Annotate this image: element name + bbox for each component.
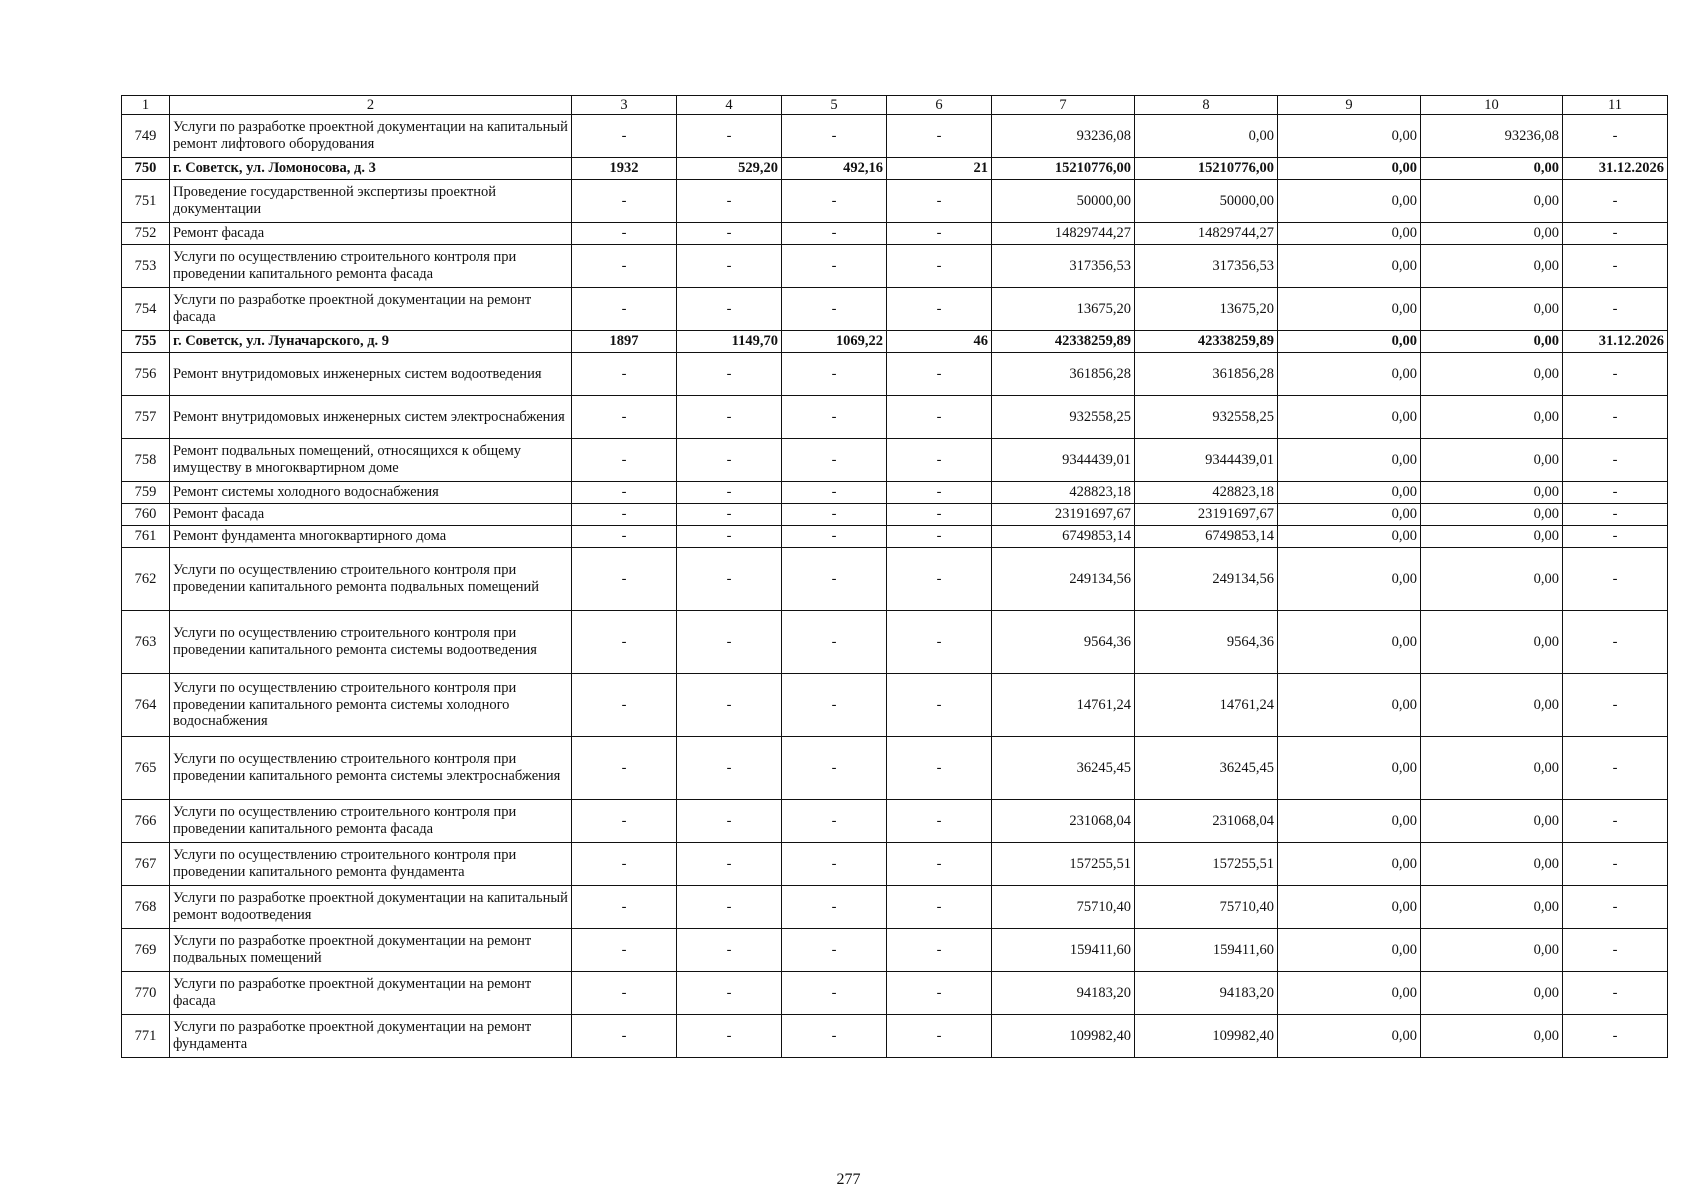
cell-area-total: - — [677, 886, 782, 929]
cell-description: Проведение государственной экспертизы проектной документации — [170, 180, 572, 223]
cell-cost-other: 0,00 — [1421, 972, 1563, 1015]
cell-cost-budget: 0,00 — [1278, 288, 1421, 331]
cell-cost-total: 361856,28 — [992, 353, 1135, 396]
cell-area-living: - — [782, 504, 887, 526]
cell-cost-other: 0,00 — [1421, 504, 1563, 526]
cell-cost-total: 75710,40 — [992, 886, 1135, 929]
cell-row-number: 749 — [122, 115, 170, 158]
cell-year: - — [572, 737, 677, 800]
cell-row-number: 759 — [122, 482, 170, 504]
cell-cost-budget: 0,00 — [1278, 526, 1421, 548]
cell-area-living: - — [782, 245, 887, 288]
cell-cost-other: 93236,08 — [1421, 115, 1563, 158]
cell-residents: - — [887, 223, 992, 245]
cell-row-number: 753 — [122, 245, 170, 288]
cell-deadline: - — [1563, 548, 1668, 611]
cell-residents: - — [887, 115, 992, 158]
cell-area-total: - — [677, 611, 782, 674]
cell-cost-budget: 0,00 — [1278, 843, 1421, 886]
cell-year: - — [572, 439, 677, 482]
cell-residents: - — [887, 611, 992, 674]
cell-cost-budget: 0,00 — [1278, 674, 1421, 737]
cell-cost-budget: 0,00 — [1278, 737, 1421, 800]
cell-year: - — [572, 223, 677, 245]
work-schedule-table — [121, 95, 1668, 1058]
cell-area-living: - — [782, 737, 887, 800]
cell-area-living: 1069,22 — [782, 331, 887, 353]
cell-cost-other: 0,00 — [1421, 180, 1563, 223]
cell-description: Услуги по разработке проектной документации на ремонт фасада — [170, 972, 572, 1015]
cell-area-living: - — [782, 482, 887, 504]
table-row — [122, 439, 1668, 482]
cell-cost-budget: 0,00 — [1278, 886, 1421, 929]
cell-description: Услуги по осуществлению строительного контроля при проведении капитального ремонта фундамента — [170, 843, 572, 886]
cell-residents: - — [887, 526, 992, 548]
table-row — [122, 482, 1668, 504]
cell-deadline: - — [1563, 245, 1668, 288]
cell-area-total: - — [677, 843, 782, 886]
cell-row-number: 756 — [122, 353, 170, 396]
table-row — [122, 886, 1668, 929]
cell-cost-total: 42338259,89 — [992, 331, 1135, 353]
cell-row-number: 768 — [122, 886, 170, 929]
cell-deadline: - — [1563, 504, 1668, 526]
column-numbers-header — [122, 96, 1668, 115]
cell-cost-total: 93236,08 — [992, 115, 1135, 158]
cell-cost-fund: 361856,28 — [1135, 353, 1278, 396]
cell-area-living: - — [782, 674, 887, 737]
cell-cost-total: 932558,25 — [992, 396, 1135, 439]
cell-area-total: - — [677, 504, 782, 526]
cell-residents: - — [887, 1015, 992, 1058]
cell-residents: - — [887, 886, 992, 929]
cell-cost-fund: 157255,51 — [1135, 843, 1278, 886]
cell-year: - — [572, 526, 677, 548]
cell-row-number: 765 — [122, 737, 170, 800]
cell-cost-total: 231068,04 — [992, 800, 1135, 843]
table-row — [122, 396, 1668, 439]
cell-description: Услуги по осуществлению строительного контроля при проведении капитального ремонта системы холодного водоснабжения — [170, 674, 572, 737]
cell-area-living: - — [782, 288, 887, 331]
cell-area-total: - — [677, 972, 782, 1015]
cell-cost-other: 0,00 — [1421, 158, 1563, 180]
cell-area-living: - — [782, 929, 887, 972]
cell-cost-budget: 0,00 — [1278, 115, 1421, 158]
cell-deadline: - — [1563, 180, 1668, 223]
column-number-11: 11 — [1563, 96, 1668, 115]
cell-year: - — [572, 800, 677, 843]
cell-row-number: 764 — [122, 674, 170, 737]
cell-row-number: 758 — [122, 439, 170, 482]
cell-area-total: 529,20 — [677, 158, 782, 180]
column-number-4: 4 — [677, 96, 782, 115]
cell-residents: 21 — [887, 158, 992, 180]
cell-row-number: 767 — [122, 843, 170, 886]
cell-year: - — [572, 548, 677, 611]
cell-row-number: 770 — [122, 972, 170, 1015]
cell-cost-fund: 9564,36 — [1135, 611, 1278, 674]
cell-cost-budget: 0,00 — [1278, 548, 1421, 611]
cell-cost-fund: 36245,45 — [1135, 737, 1278, 800]
address-row — [122, 158, 1668, 180]
cell-cost-other: 0,00 — [1421, 245, 1563, 288]
cell-area-total: - — [677, 548, 782, 611]
cell-deadline: 31.12.2026 — [1563, 158, 1668, 180]
cell-area-total: - — [677, 674, 782, 737]
column-number-3: 3 — [572, 96, 677, 115]
table-row — [122, 353, 1668, 396]
table-row — [122, 674, 1668, 737]
cell-cost-other: 0,00 — [1421, 331, 1563, 353]
cell-row-number: 755 — [122, 331, 170, 353]
cell-description: Услуги по разработке проектной документации на ремонт фасада — [170, 288, 572, 331]
cell-cost-other: 0,00 — [1421, 843, 1563, 886]
table-row — [122, 245, 1668, 288]
table-row — [122, 548, 1668, 611]
cell-residents: - — [887, 548, 992, 611]
cell-cost-budget: 0,00 — [1278, 158, 1421, 180]
cell-cost-total: 13675,20 — [992, 288, 1135, 331]
cell-area-total: - — [677, 929, 782, 972]
cell-cost-other: 0,00 — [1421, 1015, 1563, 1058]
column-number-5: 5 — [782, 96, 887, 115]
cell-cost-fund: 50000,00 — [1135, 180, 1278, 223]
cell-description: Услуги по осуществлению строительного контроля при проведении капитального ремонта фасада — [170, 245, 572, 288]
cell-row-number: 752 — [122, 223, 170, 245]
address-row — [122, 331, 1668, 353]
cell-cost-budget: 0,00 — [1278, 929, 1421, 972]
cell-cost-total: 249134,56 — [992, 548, 1135, 611]
cell-cost-budget: 0,00 — [1278, 353, 1421, 396]
cell-year: - — [572, 1015, 677, 1058]
cell-cost-budget: 0,00 — [1278, 439, 1421, 482]
table-row — [122, 929, 1668, 972]
cell-cost-other: 0,00 — [1421, 396, 1563, 439]
cell-year: - — [572, 115, 677, 158]
cell-residents: - — [887, 353, 992, 396]
cell-cost-fund: 428823,18 — [1135, 482, 1278, 504]
cell-deadline: - — [1563, 353, 1668, 396]
cell-cost-fund: 317356,53 — [1135, 245, 1278, 288]
column-number-6: 6 — [887, 96, 992, 115]
cell-cost-other: 0,00 — [1421, 353, 1563, 396]
cell-residents: - — [887, 396, 992, 439]
cell-description: Услуги по осуществлению строительного контроля при проведении капитального ремонта подвальных помещений — [170, 548, 572, 611]
cell-cost-total: 6749853,14 — [992, 526, 1135, 548]
cell-deadline: - — [1563, 526, 1668, 548]
cell-cost-other: 0,00 — [1421, 439, 1563, 482]
table-row — [122, 737, 1668, 800]
cell-year: - — [572, 288, 677, 331]
cell-cost-fund: 14761,24 — [1135, 674, 1278, 737]
cell-cost-other: 0,00 — [1421, 929, 1563, 972]
cell-cost-fund: 75710,40 — [1135, 886, 1278, 929]
cell-deadline: - — [1563, 439, 1668, 482]
cell-deadline: - — [1563, 972, 1668, 1015]
cell-area-living: - — [782, 353, 887, 396]
cell-cost-fund: 249134,56 — [1135, 548, 1278, 611]
cell-cost-fund: 9344439,01 — [1135, 439, 1278, 482]
column-number-2: 2 — [170, 96, 572, 115]
cell-deadline: - — [1563, 886, 1668, 929]
cell-cost-budget: 0,00 — [1278, 482, 1421, 504]
column-number-1: 1 — [122, 96, 170, 115]
cell-cost-other: 0,00 — [1421, 737, 1563, 800]
cell-deadline: - — [1563, 115, 1668, 158]
cell-year: - — [572, 972, 677, 1015]
cell-deadline: - — [1563, 929, 1668, 972]
cell-year: - — [572, 886, 677, 929]
cell-area-living: - — [782, 800, 887, 843]
cell-area-total: - — [677, 482, 782, 504]
cell-area-total: - — [677, 526, 782, 548]
cell-description: Ремонт фасада — [170, 223, 572, 245]
cell-year: - — [572, 396, 677, 439]
cell-area-living: - — [782, 886, 887, 929]
cell-area-living: - — [782, 611, 887, 674]
cell-area-total: - — [677, 737, 782, 800]
cell-row-number: 766 — [122, 800, 170, 843]
cell-residents: - — [887, 180, 992, 223]
cell-row-number: 769 — [122, 929, 170, 972]
cell-area-living: - — [782, 180, 887, 223]
cell-cost-total: 14829744,27 — [992, 223, 1135, 245]
cell-cost-total: 23191697,67 — [992, 504, 1135, 526]
cell-deadline: - — [1563, 674, 1668, 737]
cell-cost-total: 94183,20 — [992, 972, 1135, 1015]
cell-residents: - — [887, 843, 992, 886]
cell-area-living: - — [782, 972, 887, 1015]
cell-area-total: - — [677, 223, 782, 245]
cell-area-total: - — [677, 180, 782, 223]
cell-cost-budget: 0,00 — [1278, 396, 1421, 439]
cell-cost-fund: 0,00 — [1135, 115, 1278, 158]
cell-description: Услуги по разработке проектной документации на ремонт подвальных помещений — [170, 929, 572, 972]
cell-cost-total: 9344439,01 — [992, 439, 1135, 482]
table-row — [122, 611, 1668, 674]
cell-cost-total: 15210776,00 — [992, 158, 1135, 180]
cell-row-number: 763 — [122, 611, 170, 674]
cell-area-living: - — [782, 843, 887, 886]
cell-description: Услуги по осуществлению строительного контроля при проведении капитального ремонта фасада — [170, 800, 572, 843]
cell-residents: - — [887, 439, 992, 482]
cell-description: Услуги по разработке проектной документации на ремонт фундамента — [170, 1015, 572, 1058]
cell-area-living: - — [782, 439, 887, 482]
cell-description: Ремонт системы холодного водоснабжения — [170, 482, 572, 504]
cell-cost-total: 157255,51 — [992, 843, 1135, 886]
cell-year: - — [572, 353, 677, 396]
cell-cost-other: 0,00 — [1421, 288, 1563, 331]
cell-residents: 46 — [887, 331, 992, 353]
cell-description: Ремонт фундамента многоквартирного дома — [170, 526, 572, 548]
cell-cost-fund: 15210776,00 — [1135, 158, 1278, 180]
cell-row-number: 754 — [122, 288, 170, 331]
cell-cost-other: 0,00 — [1421, 800, 1563, 843]
cell-description: Ремонт внутридомовых инженерных систем электроснабжения — [170, 396, 572, 439]
cell-year: - — [572, 611, 677, 674]
cell-cost-total: 159411,60 — [992, 929, 1135, 972]
cell-row-number: 762 — [122, 548, 170, 611]
cell-area-total: - — [677, 800, 782, 843]
cell-year: - — [572, 843, 677, 886]
cell-row-number: 757 — [122, 396, 170, 439]
cell-cost-budget: 0,00 — [1278, 245, 1421, 288]
cell-cost-other: 0,00 — [1421, 223, 1563, 245]
cell-area-total: - — [677, 288, 782, 331]
cell-deadline: - — [1563, 396, 1668, 439]
table-row — [122, 1015, 1668, 1058]
cell-residents: - — [887, 482, 992, 504]
cell-residents: - — [887, 674, 992, 737]
column-number-7: 7 — [992, 96, 1135, 115]
cell-area-living: - — [782, 1015, 887, 1058]
cell-year: - — [572, 504, 677, 526]
cell-description: Ремонт фасада — [170, 504, 572, 526]
cell-residents: - — [887, 504, 992, 526]
cell-area-living: 492,16 — [782, 158, 887, 180]
cell-deadline: - — [1563, 843, 1668, 886]
cell-year: 1897 — [572, 331, 677, 353]
cell-area-living: - — [782, 526, 887, 548]
cell-cost-fund: 109982,40 — [1135, 1015, 1278, 1058]
cell-cost-total: 317356,53 — [992, 245, 1135, 288]
cell-deadline: - — [1563, 223, 1668, 245]
cell-cost-total: 36245,45 — [992, 737, 1135, 800]
cell-cost-fund: 231068,04 — [1135, 800, 1278, 843]
table-row — [122, 800, 1668, 843]
cell-cost-budget: 0,00 — [1278, 1015, 1421, 1058]
cell-cost-fund: 94183,20 — [1135, 972, 1278, 1015]
cell-description: Услуги по разработке проектной документации на капитальный ремонт водоотведения — [170, 886, 572, 929]
cell-cost-fund: 23191697,67 — [1135, 504, 1278, 526]
cell-cost-other: 0,00 — [1421, 526, 1563, 548]
cell-cost-other: 0,00 — [1421, 611, 1563, 674]
cell-deadline: 31.12.2026 — [1563, 331, 1668, 353]
table-row — [122, 972, 1668, 1015]
cell-cost-budget: 0,00 — [1278, 504, 1421, 526]
cell-description: Услуги по осуществлению строительного контроля при проведении капитального ремонта системы электроснабжения — [170, 737, 572, 800]
cell-cost-budget: 0,00 — [1278, 223, 1421, 245]
cell-year: - — [572, 674, 677, 737]
table-row — [122, 526, 1668, 548]
table-row — [122, 223, 1668, 245]
cell-area-total: - — [677, 1015, 782, 1058]
cell-cost-fund: 14829744,27 — [1135, 223, 1278, 245]
cell-cost-budget: 0,00 — [1278, 800, 1421, 843]
cell-residents: - — [887, 288, 992, 331]
cell-deadline: - — [1563, 482, 1668, 504]
cell-cost-budget: 0,00 — [1278, 180, 1421, 223]
cell-residents: - — [887, 929, 992, 972]
cell-cost-fund: 42338259,89 — [1135, 331, 1278, 353]
cell-description: Ремонт подвальных помещений, относящихся к общему имуществу в многоквартирном доме — [170, 439, 572, 482]
cell-deadline: - — [1563, 737, 1668, 800]
cell-year: - — [572, 929, 677, 972]
cell-residents: - — [887, 245, 992, 288]
cell-year: 1932 — [572, 158, 677, 180]
cell-cost-other: 0,00 — [1421, 482, 1563, 504]
cell-area-living: - — [782, 548, 887, 611]
cell-description: Услуги по разработке проектной документации на капитальный ремонт лифтового оборудования — [170, 115, 572, 158]
cell-cost-budget: 0,00 — [1278, 611, 1421, 674]
cell-row-number: 771 — [122, 1015, 170, 1058]
table-row — [122, 115, 1668, 158]
cell-cost-other: 0,00 — [1421, 674, 1563, 737]
cell-year: - — [572, 482, 677, 504]
cell-cost-total: 50000,00 — [992, 180, 1135, 223]
cell-cost-fund: 6749853,14 — [1135, 526, 1278, 548]
cell-year: - — [572, 180, 677, 223]
cell-area-total: - — [677, 245, 782, 288]
cell-cost-other: 0,00 — [1421, 886, 1563, 929]
cell-area-total: - — [677, 115, 782, 158]
table-row — [122, 288, 1668, 331]
cell-cost-total: 109982,40 — [992, 1015, 1135, 1058]
column-number-8: 8 — [1135, 96, 1278, 115]
cell-area-total: - — [677, 353, 782, 396]
table-row — [122, 180, 1668, 223]
cell-row-number: 760 — [122, 504, 170, 526]
cell-residents: - — [887, 972, 992, 1015]
cell-cost-total: 14761,24 — [992, 674, 1135, 737]
cell-deadline: - — [1563, 800, 1668, 843]
cell-deadline: - — [1563, 288, 1668, 331]
cell-area-living: - — [782, 223, 887, 245]
cell-cost-total: 9564,36 — [992, 611, 1135, 674]
cell-area-total: - — [677, 396, 782, 439]
page-number: 277 — [836, 1171, 861, 1188]
cell-residents: - — [887, 800, 992, 843]
cell-cost-fund: 932558,25 — [1135, 396, 1278, 439]
cell-description: г. Советск, ул. Ломоносова, д. 3 — [170, 158, 572, 180]
cell-residents: - — [887, 737, 992, 800]
cell-description: Услуги по осуществлению строительного контроля при проведении капитального ремонта системы водоотведения — [170, 611, 572, 674]
cell-cost-other: 0,00 — [1421, 548, 1563, 611]
cell-cost-budget: 0,00 — [1278, 972, 1421, 1015]
column-number-9: 9 — [1278, 96, 1421, 115]
cell-description: г. Советск, ул. Луначарского, д. 9 — [170, 331, 572, 353]
cell-cost-fund: 159411,60 — [1135, 929, 1278, 972]
cell-description: Ремонт внутридомовых инженерных систем водоотведения — [170, 353, 572, 396]
cell-area-total: - — [677, 439, 782, 482]
column-number-10: 10 — [1421, 96, 1563, 115]
table-row — [122, 504, 1668, 526]
cell-row-number: 761 — [122, 526, 170, 548]
table-row — [122, 843, 1668, 886]
cell-cost-fund: 13675,20 — [1135, 288, 1278, 331]
cell-area-living: - — [782, 396, 887, 439]
cell-row-number: 750 — [122, 158, 170, 180]
cell-cost-total: 428823,18 — [992, 482, 1135, 504]
cell-row-number: 751 — [122, 180, 170, 223]
cell-deadline: - — [1563, 611, 1668, 674]
cell-cost-budget: 0,00 — [1278, 331, 1421, 353]
cell-year: - — [572, 245, 677, 288]
cell-area-total: 1149,70 — [677, 331, 782, 353]
cell-deadline: - — [1563, 1015, 1668, 1058]
cell-area-living: - — [782, 115, 887, 158]
